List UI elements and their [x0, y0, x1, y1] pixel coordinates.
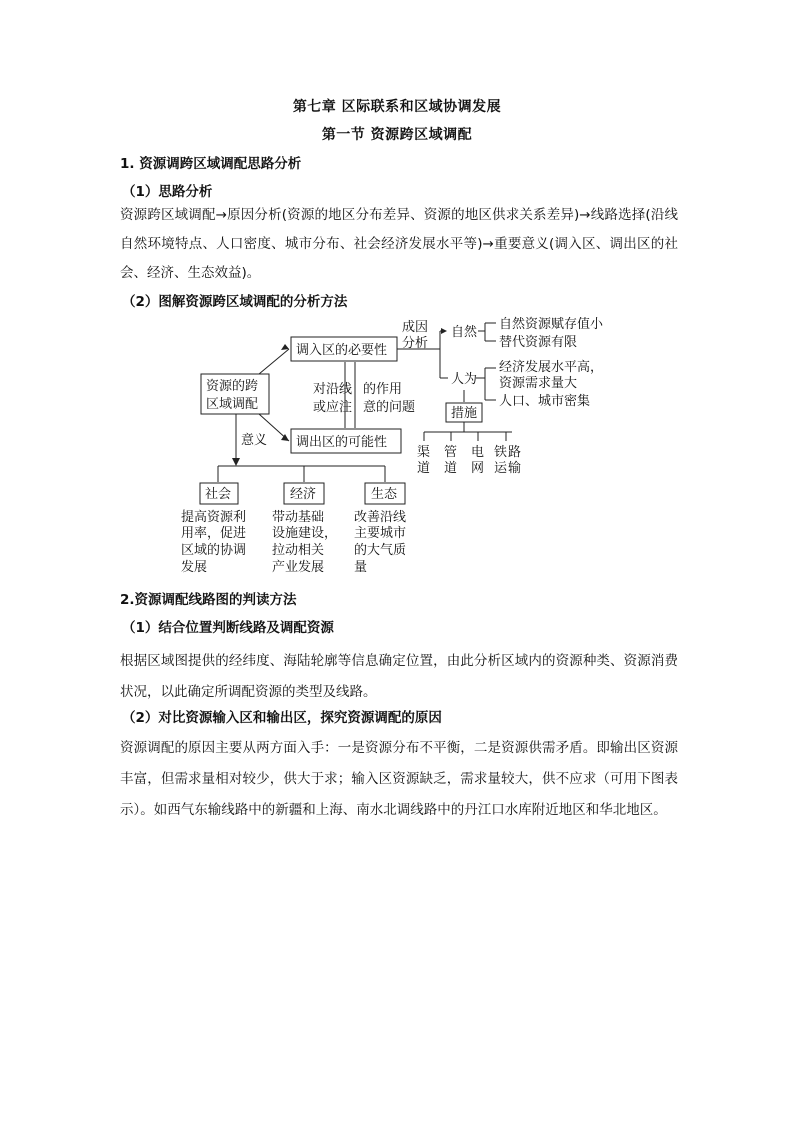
natural-reason-2: 替代资源有限 [499, 335, 578, 350]
natural-label: 自然 [451, 325, 478, 340]
cause-label-2: 分析 [402, 336, 429, 351]
measure-4-char-1: 铁 [494, 445, 508, 460]
natural-reason-1: 自然资源赋存值小 [499, 317, 604, 332]
measure-1-char-2: 道 [417, 461, 431, 476]
human-reason-2: 人口、城市密集 [499, 394, 591, 409]
measure-3-char-1: 电 [471, 445, 485, 460]
heading-2-1: （1）结合位置判断线路及调配资源 [122, 620, 334, 636]
ecological-desc-2: 主要城市 [354, 526, 407, 541]
measure-2-char-1: 管 [444, 445, 458, 460]
route-effect-right-2: 意的问题 [363, 400, 416, 415]
measure-1-group [417, 445, 430, 476]
measure-3-group [471, 444, 484, 476]
root-line2: 区域调配 [206, 397, 259, 412]
human-label: 人为 [451, 372, 478, 387]
route-effect-left-1: 对沿线 [313, 382, 353, 397]
heading-2: 2.资源调配线路图的判读方法 [120, 592, 297, 608]
measure-1-char-1: 渠 [417, 445, 431, 460]
measure-2-char-2: 道 [444, 461, 458, 476]
economic-desc-4: 产业发展 [272, 560, 325, 575]
social-desc-3: 区域的协调 [181, 543, 247, 558]
chapter-title: 第七章 区际联系和区域协调发展 [292, 99, 502, 115]
measure-4-char-2: 路 [508, 445, 522, 460]
root-line1: 资源的跨 [206, 379, 259, 394]
section-title: 第一节 资源跨区域调配 [321, 127, 473, 143]
economic-desc-1: 带动基础 [272, 510, 325, 525]
ecological-desc-1: 改善沿线 [354, 510, 407, 525]
human-reason-1b: 资源需求量大 [499, 376, 578, 391]
ecological-desc-3: 的大气质 [354, 543, 407, 558]
significance-label: 意义 [241, 433, 268, 448]
social-desc-2: 用率，促进 [181, 526, 247, 541]
paragraph-route-analysis: 资源跨区域调配→原因分析(资源的地区分布差异、资源的地区供求关系差异)→线路选择(沿线自然环境特点、人口密度、城市分布、社会经济发展水平等)→重要意义(调入区、调出区的社会、经济、生态效益)。 [120, 207, 678, 281]
measure-4-char-4: 输 [508, 461, 522, 476]
route-effect-left-2: 或应注 [313, 400, 353, 415]
human-reason-1a: 经济发展水平高， [499, 360, 604, 375]
import-necessity-label: 调入区的必要性 [296, 343, 388, 358]
economic-desc-2: 设施建设， [272, 526, 338, 541]
ecological-label: 生态 [371, 487, 398, 502]
measure-2-group [444, 445, 457, 476]
cause-label-1: 成因 [402, 320, 429, 335]
heading-1-2: （2）图解资源跨区域调配的分析方法 [122, 294, 348, 310]
heading-2-2: （2）对比资源输入区和输出区，探究资源调配的原因 [122, 710, 442, 726]
heading-1: 1. 资源调跨区域调配思路分析 [120, 156, 302, 172]
route-effect-right-1: 的作用 [363, 382, 403, 397]
paragraph-reasons: 资源调配的原因主要从两方面入手：一是资源分布不平衡，二是资源供需矛盾。即输出区资源丰富，但需求量相对较少，供大于求；输入区资源缺乏，需求量较大，供不应求（可用下图表示）。如西气东输线路中的新疆和上海、南水北调线路中的丹江口水库附近地区和华北地区。 [120, 740, 678, 818]
measures-label: 措施 [451, 406, 478, 421]
export-possibility-label: 调出区的可能性 [296, 435, 388, 450]
social-desc-4: 发展 [181, 560, 208, 575]
ecological-desc-4: 量 [354, 560, 368, 575]
social-label: 社会 [205, 487, 232, 502]
measure-4-group [494, 444, 521, 476]
measure-3-char-2: 网 [471, 461, 485, 476]
economic-desc-3: 拉动相关 [272, 543, 325, 558]
economic-label: 经济 [290, 487, 317, 502]
heading-1-1: （1）思路分析 [122, 184, 213, 200]
measure-4-char-3: 运 [494, 461, 508, 476]
paragraph-location: 根据区域图提供的经纬度、海陆轮廓等信息确定位置，由此分析区域内的资源种类、资源消费状况，以此确定所调配资源的类型及线路。 [120, 653, 678, 700]
social-desc-1: 提高资源利 [181, 510, 247, 525]
